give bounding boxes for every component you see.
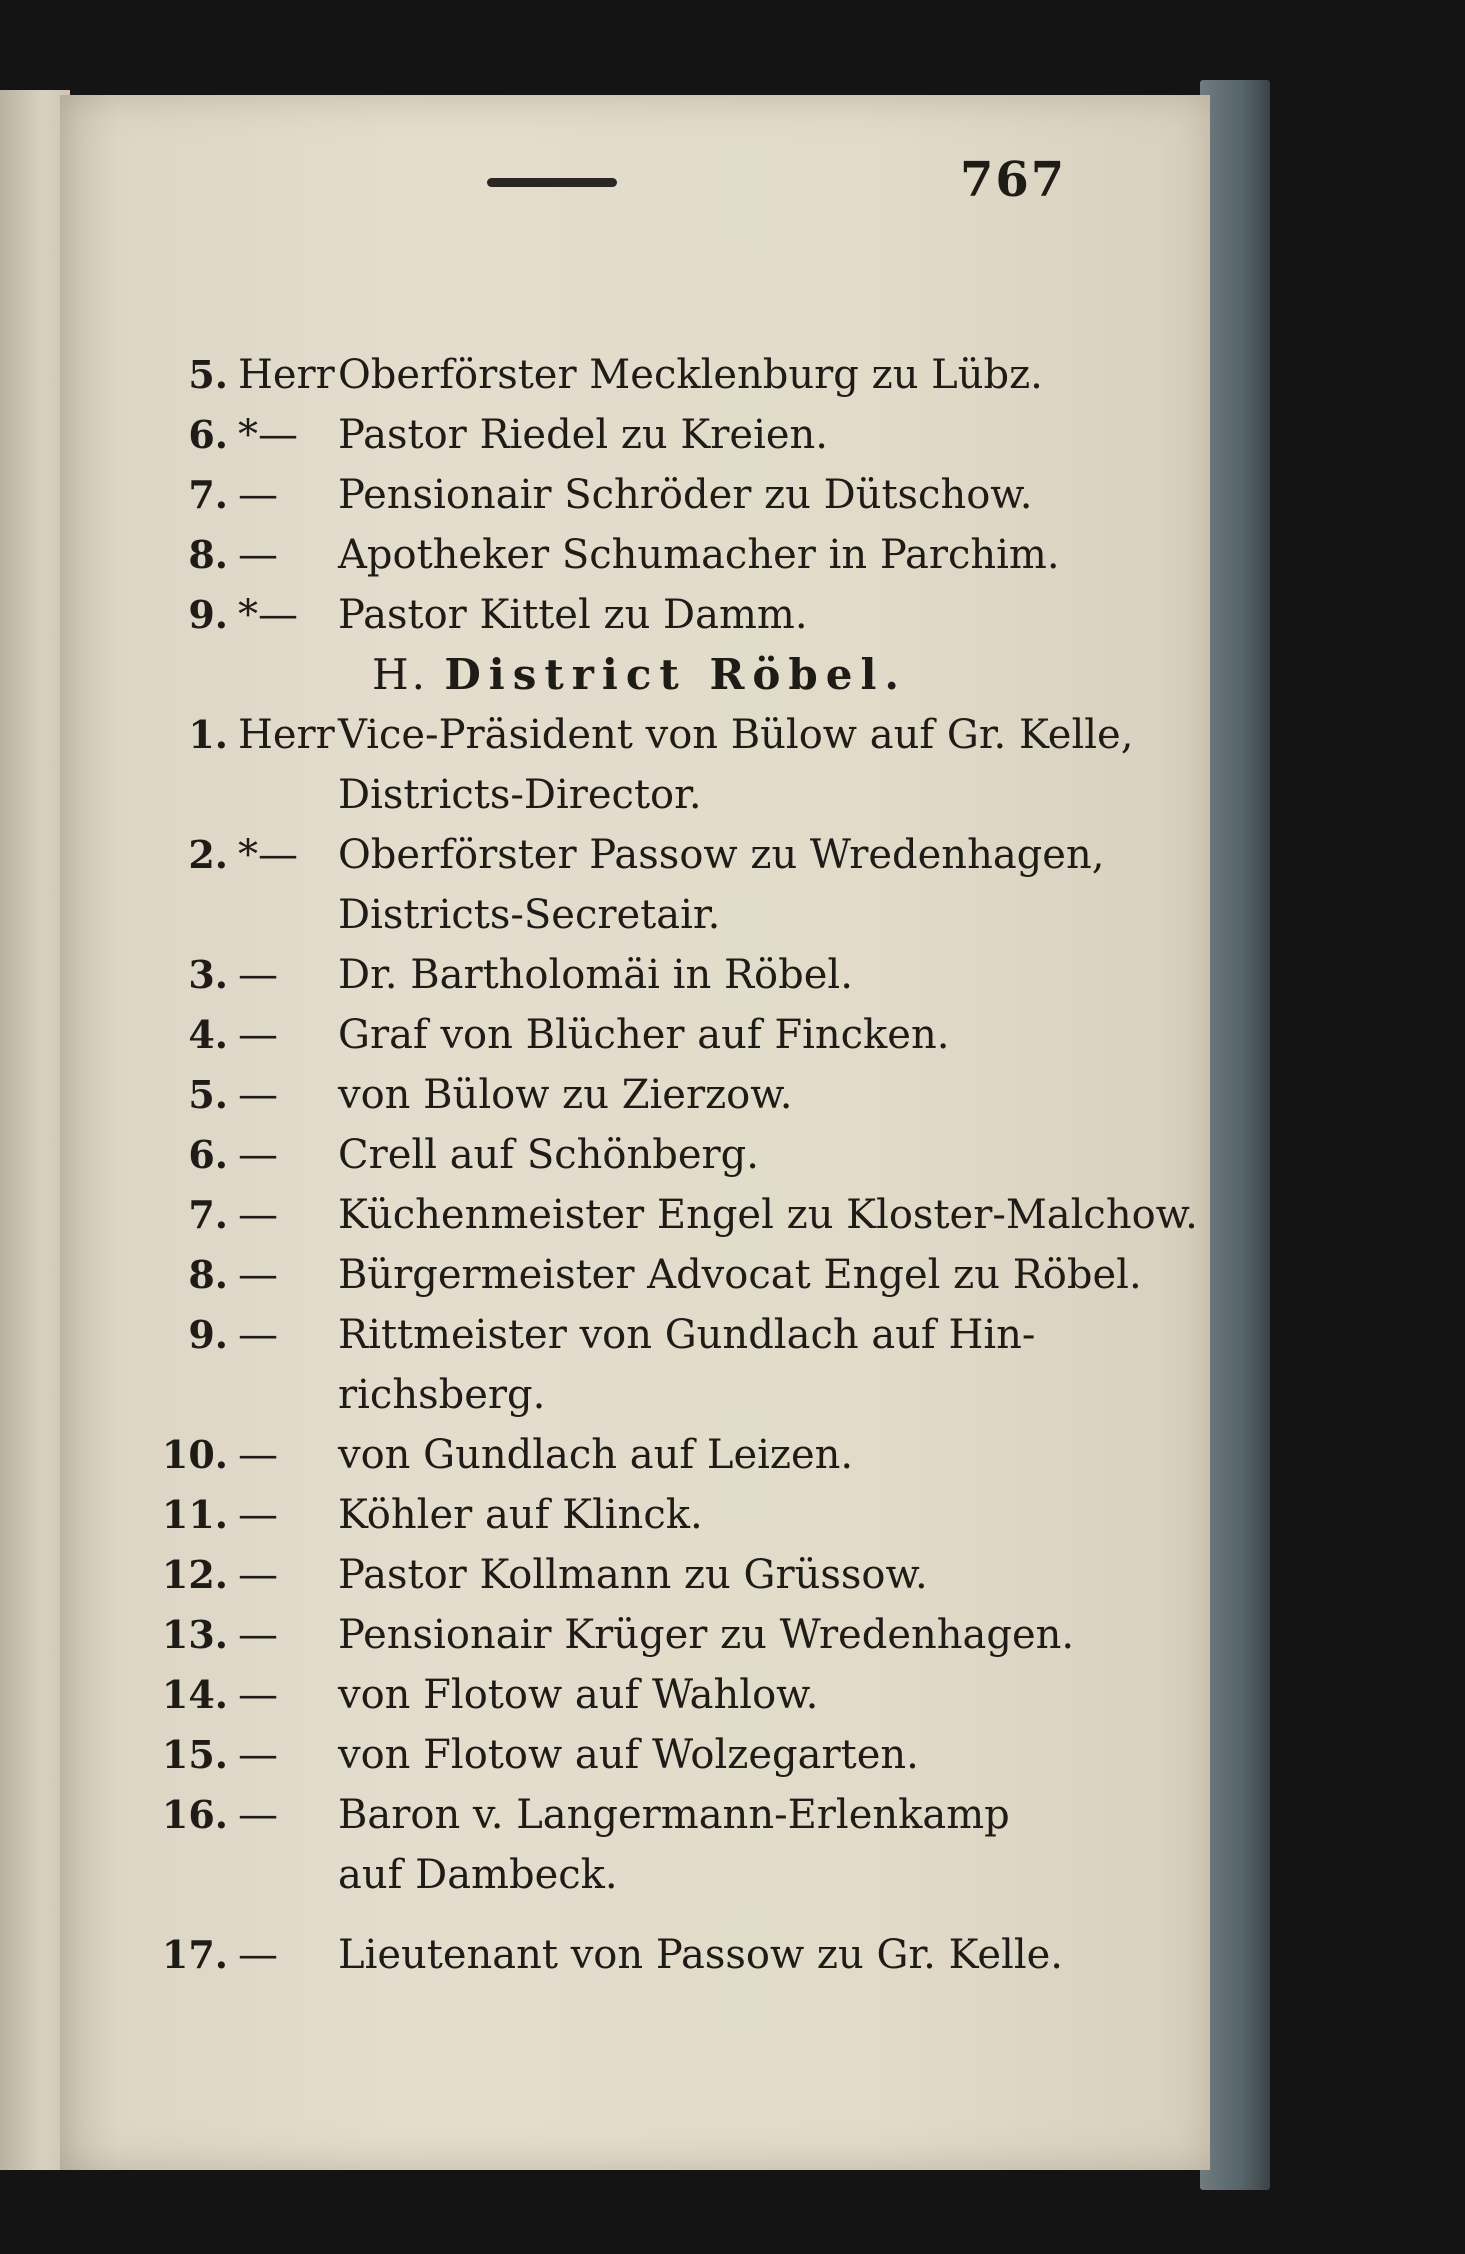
entry-number: 8. [188, 532, 228, 577]
entry-dash: *— [238, 592, 298, 638]
entry-number: 6. [188, 412, 228, 457]
entry-title: Herr [238, 352, 335, 398]
entry-text: Vice-Präsident von Bülow auf Gr. Kelle, [338, 712, 1134, 758]
entry-dash: — [238, 532, 278, 578]
entry-text: Apotheker Schumacher in Parchim. [338, 532, 1060, 578]
entry-number: 15. [161, 1732, 228, 1777]
entry-dash: — [238, 1672, 278, 1718]
entry-number: 5. [188, 352, 228, 397]
entry-text: Pastor Riedel zu Kreien. [338, 412, 829, 458]
entry-dash: — [238, 952, 278, 998]
entry-text: Baron v. Langermann-Erlenkamp [338, 1792, 1010, 1838]
entry-text: Pastor Kittel zu Damm. [338, 592, 808, 638]
entry-number: 13. [161, 1612, 228, 1657]
entry-number: 17. [161, 1932, 228, 1977]
entry-number: 12. [161, 1552, 228, 1597]
entry-number: 5. [188, 1072, 228, 1117]
entry-number: 7. [188, 1192, 228, 1237]
entry-text: Küchenmeister Engel zu Kloster-Malchow. [338, 1192, 1198, 1238]
entry-dash: — [238, 1732, 278, 1778]
entry-number: 6. [188, 1132, 228, 1177]
entry-dash: — [238, 1612, 278, 1658]
entry-text: Pensionair Schröder zu Dütschow. [338, 472, 1033, 518]
entry-dash: — [238, 1792, 278, 1838]
entry-continuation: Districts-Secretair. [338, 892, 721, 938]
entry-number: 9. [188, 1312, 228, 1357]
entry-text: Dr. Bartholomäi in Röbel. [338, 952, 853, 998]
entry-dash: — [238, 472, 278, 518]
header-rule [487, 178, 617, 187]
entry-number: 14. [161, 1672, 228, 1717]
entry-dash: — [238, 1252, 278, 1298]
section-heading [372, 645, 907, 705]
entry-number: 16. [161, 1792, 228, 1837]
entry-continuation: Districts-Director. [338, 772, 702, 818]
entry-number: 9. [188, 592, 228, 637]
entry-number: 11. [161, 1492, 228, 1537]
entry-number: 4. [188, 1012, 228, 1057]
entry-dash: — [238, 1312, 278, 1358]
entry-text: Graf von Blücher auf Fincken. [338, 1012, 950, 1058]
entry-text: Oberförster Passow zu Wredenhagen, [338, 832, 1105, 878]
entry-number: 10. [161, 1432, 228, 1477]
entry-text: Bürgermeister Advocat Engel zu Röbel. [338, 1252, 1142, 1298]
entry-number: 1. [188, 712, 228, 757]
entry-text: von Gundlach auf Leizen. [338, 1432, 854, 1478]
entry-text: Oberförster Mecklenburg zu Lübz. [338, 352, 1043, 398]
entry-dash: — [238, 1072, 278, 1118]
entry-text: Lieutenant von Passow zu Gr. Kelle. [338, 1932, 1064, 1978]
entry-number: 3. [188, 952, 228, 997]
entry-text: Pastor Kollmann zu Grüssow. [338, 1552, 928, 1598]
entry-text: von Flotow auf Wolzegarten. [338, 1732, 919, 1778]
entry-text: von Flotow auf Wahlow. [338, 1672, 819, 1718]
entry-dash: — [238, 1492, 278, 1538]
entry-dash: — [238, 1432, 278, 1478]
entry-dash: — [238, 1132, 278, 1178]
entry-text: Rittmeister von Gundlach auf Hin- [338, 1312, 1036, 1358]
entry-text: Crell auf Schönberg. [338, 1132, 759, 1178]
entry-dash: — [238, 1552, 278, 1598]
book-cover-edge [1200, 80, 1270, 2190]
entry-number: 8. [188, 1252, 228, 1297]
entry-dash: *— [238, 412, 298, 458]
entry-continuation: auf Dambeck. [338, 1852, 618, 1898]
entry-title: Herr [238, 712, 335, 758]
entry-dash: — [238, 1192, 278, 1238]
entry-number: 7. [188, 472, 228, 517]
entry-continuation: richsberg. [338, 1372, 546, 1418]
entry-text: von Bülow zu Zierzow. [338, 1072, 793, 1118]
entry-text: Pensionair Krüger zu Wredenhagen. [338, 1612, 1075, 1658]
entry-dash: — [238, 1012, 278, 1058]
entry-dash: — [238, 1932, 278, 1978]
entry-dash: *— [238, 832, 298, 878]
section-letter: H. [372, 650, 428, 699]
page-number: 767 [960, 152, 1067, 208]
entry-text: Köhler auf Klinck. [338, 1492, 703, 1538]
entry-number: 2. [188, 832, 228, 877]
section-title: District Röbel. [444, 650, 908, 699]
